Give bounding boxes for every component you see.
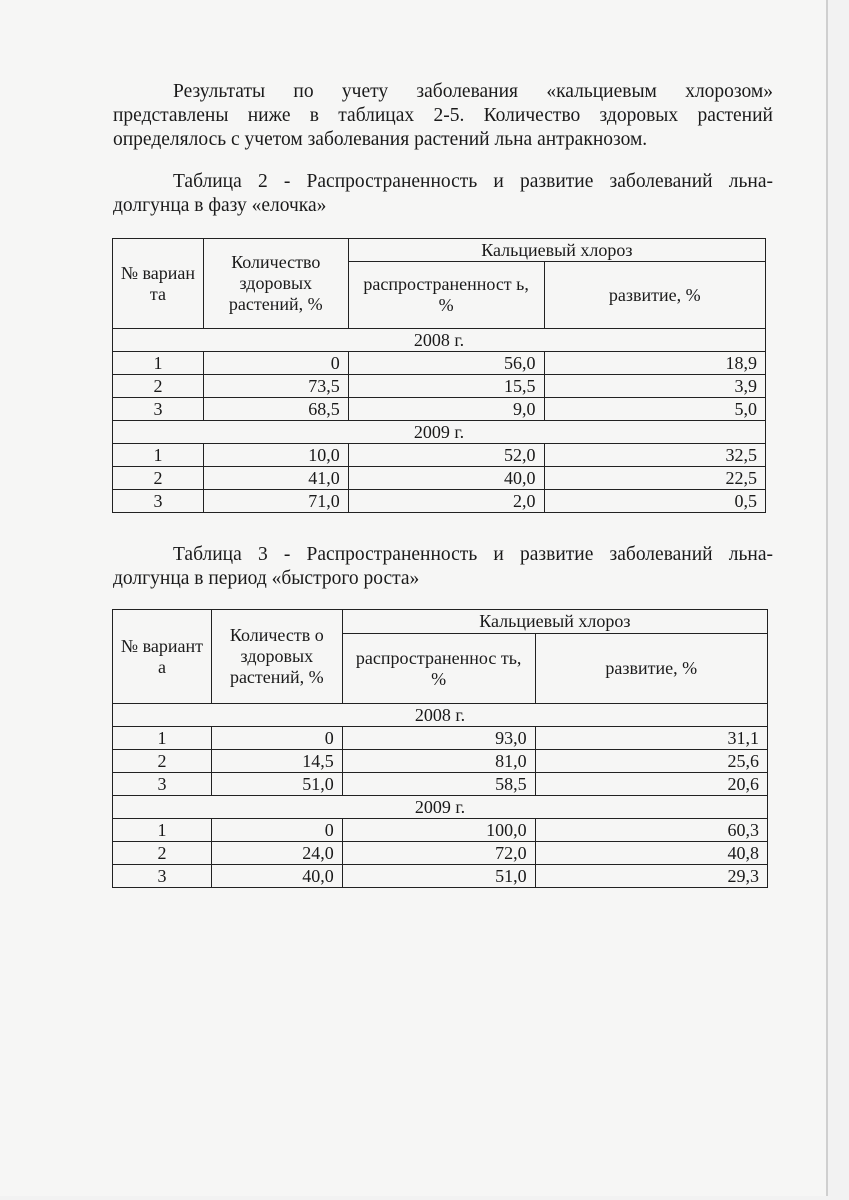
variant-cell: 1 bbox=[113, 819, 212, 842]
variant-cell: 2 bbox=[113, 375, 204, 398]
table2-caption bbox=[113, 170, 773, 218]
table2-year-label: 2009 г. bbox=[113, 421, 766, 444]
healthy-cell: 0 bbox=[211, 819, 342, 842]
table-row bbox=[113, 750, 768, 773]
table3-header-development: развитие, % bbox=[535, 634, 767, 704]
healthy-cell: 71,0 bbox=[203, 490, 348, 513]
table-row bbox=[113, 842, 768, 865]
healthy-cell: 0 bbox=[203, 352, 348, 375]
table2-caption-line-2: долгунца в фазу «елочка» bbox=[113, 195, 327, 216]
table2-header-prevalence: распространенност ь, % bbox=[348, 262, 544, 329]
prevalence-cell: 58,5 bbox=[342, 773, 535, 796]
table2-year-row bbox=[113, 329, 766, 352]
table2-header-healthy: Количество здоровых растений, % bbox=[203, 239, 348, 329]
development-cell: 0,5 bbox=[544, 490, 765, 513]
variant-cell: 3 bbox=[113, 865, 212, 888]
variant-cell: 3 bbox=[113, 490, 204, 513]
prevalence-cell: 51,0 bbox=[342, 865, 535, 888]
variant-cell: 1 bbox=[113, 444, 204, 467]
prevalence-cell: 2,0 bbox=[348, 490, 544, 513]
development-cell: 31,1 bbox=[535, 727, 767, 750]
healthy-cell: 14,5 bbox=[211, 750, 342, 773]
table3-header-variant: № вариант а bbox=[113, 610, 212, 704]
prevalence-cell: 52,0 bbox=[348, 444, 544, 467]
table2-header-development: развитие, % bbox=[544, 262, 765, 329]
healthy-cell: 41,0 bbox=[203, 467, 348, 490]
healthy-cell: 51,0 bbox=[211, 773, 342, 796]
development-cell: 25,6 bbox=[535, 750, 767, 773]
healthy-cell: 68,5 bbox=[203, 398, 348, 421]
healthy-cell: 40,0 bbox=[211, 865, 342, 888]
variant-cell: 1 bbox=[113, 727, 212, 750]
table-row bbox=[113, 444, 766, 467]
variant-cell: 3 bbox=[113, 773, 212, 796]
table2-header-variant: № вариан та bbox=[113, 239, 204, 329]
table-row bbox=[113, 865, 768, 888]
intro-line-3: определялось с учетом заболевания растений льна антракнозом. bbox=[113, 129, 648, 150]
variant-cell: 2 bbox=[113, 750, 212, 773]
healthy-cell: 0 bbox=[211, 727, 342, 750]
variant-cell: 3 bbox=[113, 398, 204, 421]
development-cell: 3,9 bbox=[544, 375, 765, 398]
intro-line-2: представлены ниже в таблицах 2-5. Количество здоровых растений bbox=[113, 105, 773, 126]
table3 bbox=[112, 609, 768, 888]
table-row bbox=[113, 773, 768, 796]
table3-header-group: Кальциевый хлороз bbox=[342, 610, 767, 634]
table2-body bbox=[113, 329, 766, 513]
healthy-cell: 10,0 bbox=[203, 444, 348, 467]
development-cell: 29,3 bbox=[535, 865, 767, 888]
table-row bbox=[113, 375, 766, 398]
table3-header-row-1 bbox=[113, 610, 768, 634]
table2 bbox=[112, 238, 766, 513]
table2-year-label: 2008 г. bbox=[113, 329, 766, 352]
table2-year-row bbox=[113, 421, 766, 444]
table3-body bbox=[113, 704, 768, 888]
development-cell: 5,0 bbox=[544, 398, 765, 421]
healthy-cell: 73,5 bbox=[203, 375, 348, 398]
table3-year-row bbox=[113, 704, 768, 727]
table-row bbox=[113, 398, 766, 421]
development-cell: 40,8 bbox=[535, 842, 767, 865]
variant-cell: 2 bbox=[113, 842, 212, 865]
table-row bbox=[113, 352, 766, 375]
table3-caption bbox=[113, 543, 773, 591]
table2-caption-line-1: Таблица 2 - Распространенность и развитие заболеваний льна- bbox=[173, 171, 773, 192]
prevalence-cell: 100,0 bbox=[342, 819, 535, 842]
prevalence-cell: 15,5 bbox=[348, 375, 544, 398]
table3-year-label: 2009 г. bbox=[113, 796, 768, 819]
prevalence-cell: 40,0 bbox=[348, 467, 544, 490]
development-cell: 32,5 bbox=[544, 444, 765, 467]
table2-header-group: Кальциевый хлороз bbox=[348, 239, 765, 262]
table-row bbox=[113, 467, 766, 490]
variant-cell: 1 bbox=[113, 352, 204, 375]
prevalence-cell: 56,0 bbox=[348, 352, 544, 375]
development-cell: 60,3 bbox=[535, 819, 767, 842]
healthy-cell: 24,0 bbox=[211, 842, 342, 865]
development-cell: 20,6 bbox=[535, 773, 767, 796]
prevalence-cell: 9,0 bbox=[348, 398, 544, 421]
development-cell: 18,9 bbox=[544, 352, 765, 375]
intro-line-1: Результаты по учету заболевания «кальциевым хлорозом» bbox=[173, 81, 773, 102]
table3-header-healthy: Количеств о здоровых растений, % bbox=[211, 610, 342, 704]
prevalence-cell: 93,0 bbox=[342, 727, 535, 750]
table3-caption-line-1: Таблица 3 - Распространенность и развитие заболеваний льна- bbox=[173, 544, 773, 565]
table3-header-prevalence: распространеннос ть, % bbox=[342, 634, 535, 704]
variant-cell: 2 bbox=[113, 467, 204, 490]
table3-year-row bbox=[113, 796, 768, 819]
prevalence-cell: 72,0 bbox=[342, 842, 535, 865]
table-row bbox=[113, 727, 768, 750]
table-row bbox=[113, 819, 768, 842]
table2-header-row-1 bbox=[113, 239, 766, 262]
table3-caption-line-2: долгунца в период «быстрого роста» bbox=[113, 568, 420, 589]
table3-year-label: 2008 г. bbox=[113, 704, 768, 727]
intro-paragraph bbox=[113, 80, 773, 152]
development-cell: 22,5 bbox=[544, 467, 765, 490]
prevalence-cell: 81,0 bbox=[342, 750, 535, 773]
table-row bbox=[113, 490, 766, 513]
